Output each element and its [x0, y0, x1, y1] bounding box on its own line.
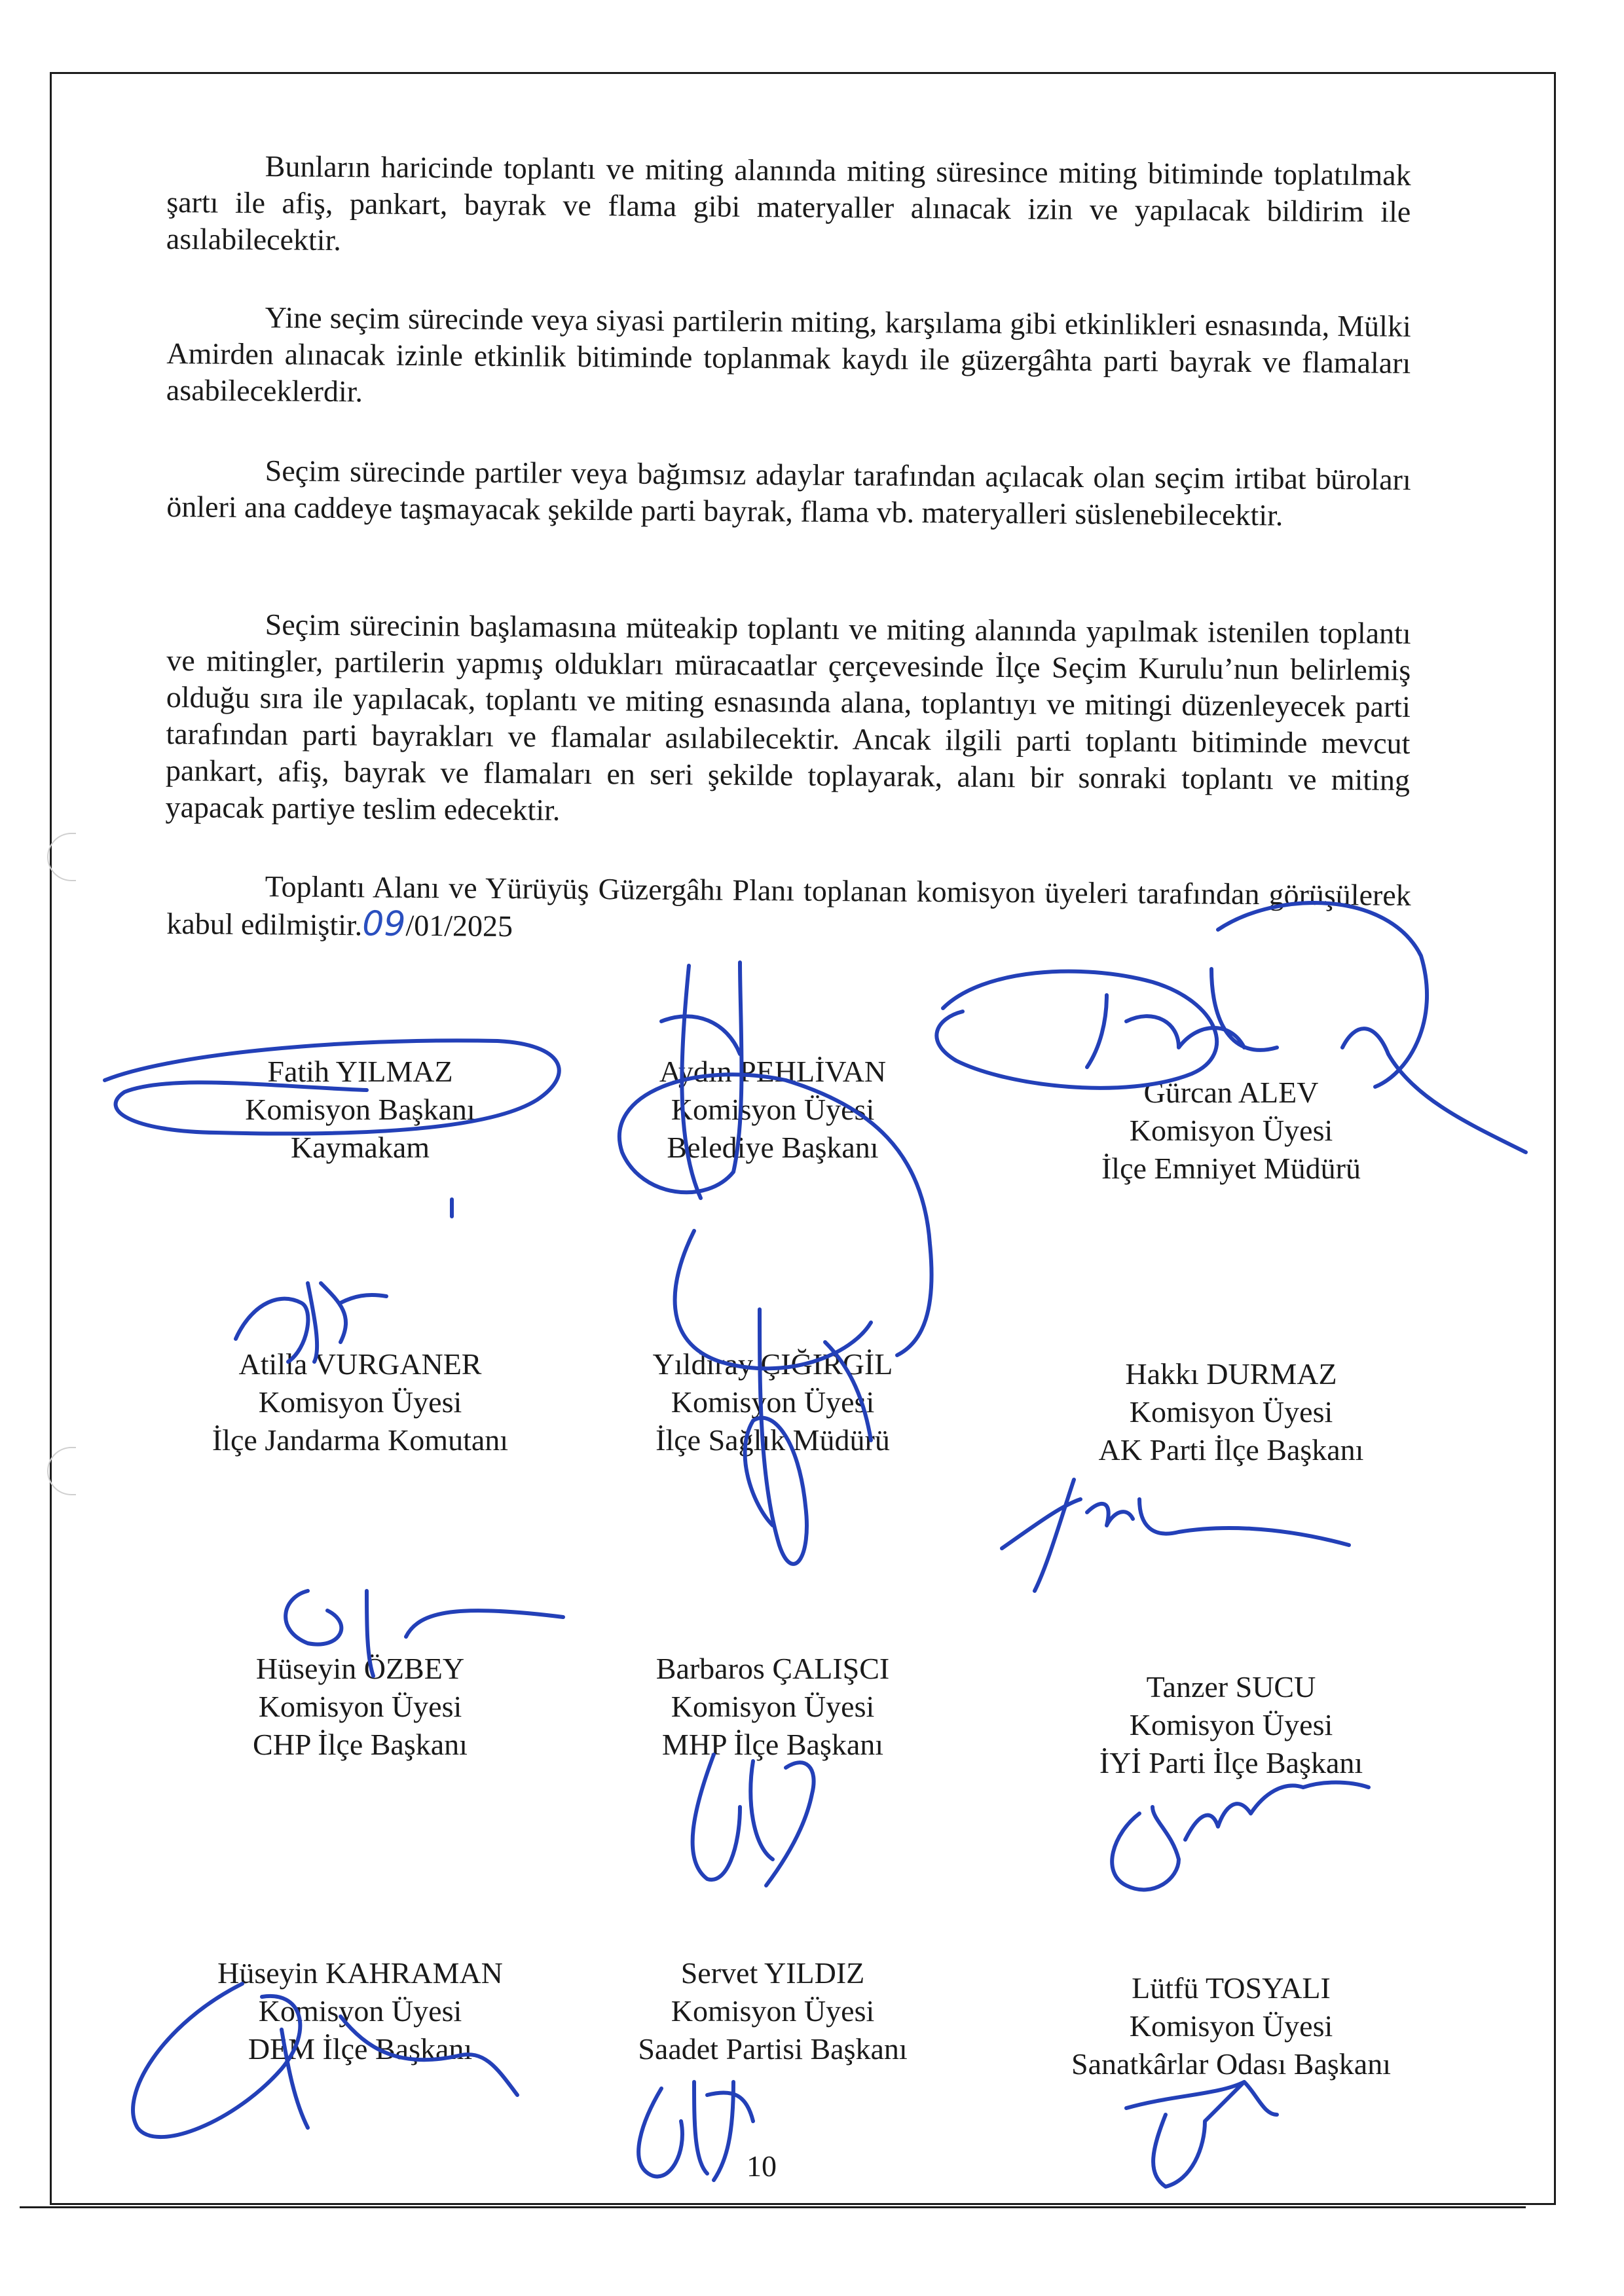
signatory-name: Hakkı DURMAZ	[1125, 1357, 1337, 1391]
signatory-block	[1022, 1969, 1441, 2083]
signatory-name: Aydın PEHLİVAN	[659, 1055, 887, 1088]
signatory-title: Kaymakam	[290, 1131, 430, 1164]
signatory-role: Komisyon Üyesi	[671, 1690, 875, 1723]
handwritten-day: 09	[362, 904, 406, 944]
signatory-role: Komisyon Üyesi	[1129, 1708, 1333, 1741]
page-number: 10	[747, 2149, 777, 2183]
signatory-title: İlçe Sağlık Müdürü	[655, 1423, 890, 1457]
signatory-name: Yıldıray ÇIĞIRGİL	[652, 1347, 893, 1381]
signatory-title: CHP İlçe Başkanı	[253, 1728, 468, 1761]
signatory-block	[1022, 1355, 1441, 1469]
paragraph-text: Bunların haricinde toplantı ve miting alanında miting süresince miting bitiminde toplatılmak şartı ile afiş, pankart, bayrak ve flama gibi materyaller alınacak izin ve yapılacak bildirim ile asılabilecektir.	[166, 149, 1411, 257]
signatory-title: Saadet Partisi Başkanı	[638, 2032, 908, 2066]
body-paragraph	[166, 299, 1411, 418]
signatory-block	[151, 1954, 570, 2068]
paragraph-text: Yine seçim sürecinde veya siyasi partilerin miting, karşılama gibi etkinlikleri esnasında, Mülki Amirden alınacak izinle etkinlik bitiminde toplanmak kaydı ile güzergâhta parti bayrak ve flamaları asabileceklerdir.	[166, 301, 1411, 409]
signatory-name: Fatih YILMAZ	[267, 1055, 453, 1088]
closing-paragraph	[166, 867, 1411, 952]
signatory-block	[151, 1650, 570, 1764]
paragraph-text: Seçim sürecinde partiler veya bağımsız adaylar tarafından açılacak olan seçim irtibat büroları önleri ana caddeye taşmayacak şekilde parti bayrak, flama vb. materyalleri süslenebilecektir.	[166, 454, 1411, 532]
signatory-name: Tanzer SUCU	[1146, 1670, 1316, 1704]
signatory-role: Komisyon Başkanı	[245, 1093, 475, 1126]
signatory-name: Servet YILDIZ	[680, 1956, 865, 1990]
signatory-role: Komisyon Üyesi	[671, 1093, 875, 1126]
signatory-block	[563, 1345, 982, 1459]
closing-sentence: Toplantı Alanı ve Yürüyüş Güzergâhı Planı toplanan komisyon üyeleri tarafından görüşülerek kabul edilmiştir.	[166, 869, 1411, 942]
body-paragraph	[166, 452, 1411, 535]
signatory-role: Komisyon Üyesi	[671, 1385, 875, 1419]
printed-date: /01/2025	[405, 908, 513, 943]
signatory-block	[563, 1650, 982, 1764]
body-paragraph	[166, 147, 1411, 267]
signatory-title: İlçe Jandarma Komutanı	[212, 1423, 509, 1457]
signatory-title: AK Parti İlçe Başkanı	[1098, 1433, 1364, 1467]
signatory-role: Komisyon Üyesi	[1129, 1114, 1333, 1147]
body-paragraph	[165, 606, 1411, 835]
signatory-title: Belediye Başkanı	[667, 1131, 879, 1164]
signatory-title: DEM İlçe Başkanı	[248, 2032, 473, 2066]
signatory-block	[151, 1053, 570, 1167]
signatory-name: Gürcan ALEV	[1143, 1076, 1319, 1109]
paragraph-text: Seçim sürecinin başlamasına müteakip toplantı ve miting alanında yapılmak istenilen toplantı ve mitingler, partilerin yapmış oldukları müracaatlar çerçevesinde İlçe Seçim Kurulu’nun belirlemiş olduğu sıra ile yapılacak, toplantı ve miting esnasında alana, toplantıyı ve mitingi düzenleyecek parti tarafından parti bayrakları ve flamalar asılabilecektir. Ancak ilgili parti toplantı bitiminde mevcut pankart, afiş, bayrak ve flamaları en seri şekilde toplayarak, alanı bir sonraki toplantı ve miting yapacak partiye teslim edecektir.	[165, 608, 1411, 827]
signatory-role: Komisyon Üyesi	[671, 1994, 875, 2028]
signatory-role: Komisyon Üyesi	[1129, 1395, 1333, 1429]
closing-text	[166, 867, 1411, 952]
signatory-title: Sanatkârlar Odası Başkanı	[1071, 2047, 1391, 2081]
signatory-title: İlçe Emniyet Müdürü	[1101, 1152, 1361, 1185]
signatory-name: Atilla VURGANER	[238, 1347, 482, 1381]
signatory-name: Barbaros ÇALIŞCI	[655, 1652, 890, 1685]
signatory-name: Lütfü TOSYALI	[1132, 1971, 1331, 2005]
signatory-title: İYİ Parti İlçe Başkanı	[1099, 1746, 1363, 1779]
signatory-role: Komisyon Üyesi	[258, 1690, 462, 1723]
signatory-block	[563, 1954, 982, 2068]
signatory-block	[1022, 1668, 1441, 1782]
bottom-rule	[20, 2206, 1526, 2208]
signatory-name: Hüseyin KAHRAMAN	[217, 1956, 503, 1990]
signatory-role: Komisyon Üyesi	[258, 1994, 462, 2028]
signatory-role: Komisyon Üyesi	[258, 1385, 462, 1419]
signatory-name: Hüseyin ÖZBEY	[255, 1652, 465, 1685]
signatory-block	[1022, 1074, 1441, 1188]
signatory-role: Komisyon Üyesi	[1129, 2009, 1333, 2043]
signatory-title: MHP İlçe Başkanı	[661, 1728, 884, 1761]
signatory-block	[151, 1345, 570, 1459]
signatory-block	[563, 1053, 982, 1167]
